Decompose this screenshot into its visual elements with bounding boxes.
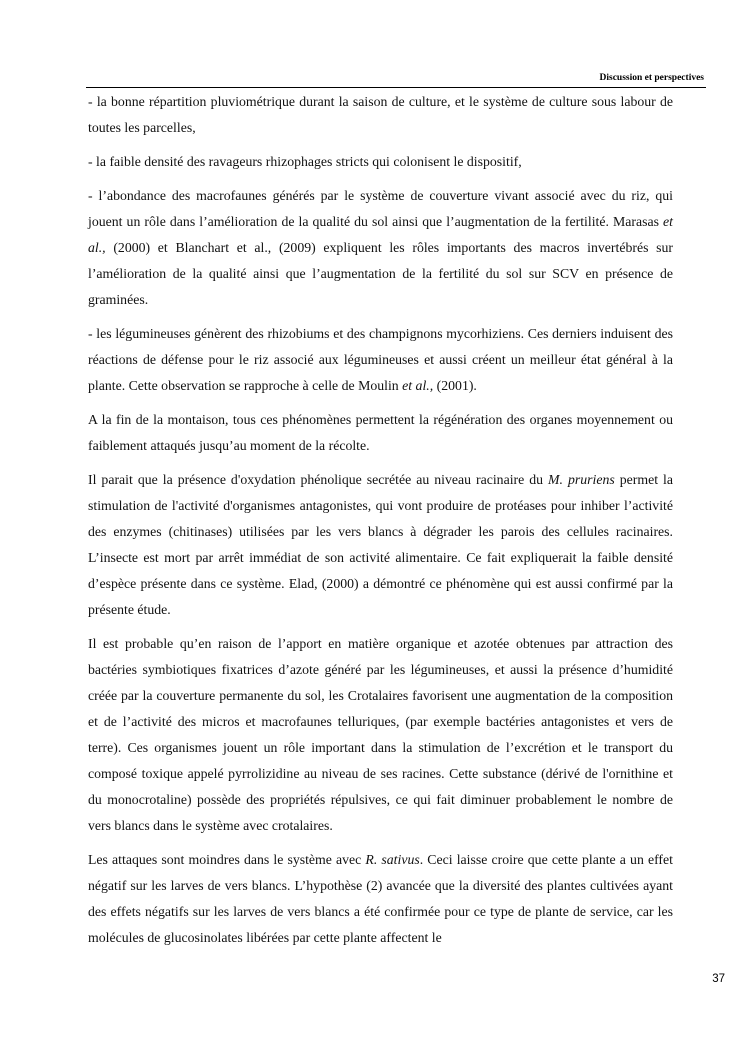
header-rule [86,87,706,88]
running-header-title: Discussion et perspectives [599,73,704,83]
paragraph-mucuna: Il parait que la présence d'oxydation phénolique secrétée au niveau racinaire du M. pruriens permet la stimulation de l'activité d'organismes antagonistes, qui vont produire de protéases pour inhiber l’activité des enzymes (chitinases) utilisées par les vers blancs à dégrader les parois des cellules racinaires. L’insecte est mort par arrêt immédiat de son activité alimentaire. Ce fait expliquerait la faible densité d’espèce présente dans ce système. Elad, (2000) a démontré ce phénomène qui est aussi confirmé par la présente étude. [88,472,673,617]
page-number: 37 [712,973,725,985]
paragraph-montaison: A la fin de la montaison, tous ces phénomènes permettent la régénération des organes moyennement ou faiblement attaqués jusqu’au moment de la récolte. [88,412,673,453]
paragraph-legumes: - les légumineuses génèrent des rhizobiums et des champignons mycorhiziens. Ces derniers induisent des réactions de défense pour le riz associé aux légumineuses et aussi créent un meilleur état général à la plante. Cette observation se rapproche à celle de Moulin et al., (2001). [88,326,673,393]
paragraph-crotalaires: Il est probable qu’en raison de l’apport en matière organique et azotée obtenues par attraction des bactéries symbiotiques fixatrices d’azote généré par les légumineuses, et aussi la présence d’humidité créée par la couverture permanente du sol, les Crotalaires favorisent une augmentation de la composition et de l’activité des micros et macrofaunes telluriques, (par exemple bactéries antagonistes et vers de terre). Ces organismes jouent un rôle important dans la stimulation de l’excrétion et le transport du composé toxique appelé pyrrolizidine au niveau de ses racines. Cette substance (dérivé de l'ornithine et du monocrotaline) possède des propriétés répulsives, ce qui fait diminuer probablement le nombre de vers blancs dans le système avec crotalaires. [88,636,673,833]
paragraph-rainfall: - la bonne répartition pluviométrique durant la saison de culture, et le système de culture sous labour de toutes les parcelles, [88,94,673,135]
body-text [88,89,673,959]
paragraph-raphanus: Les attaques sont moindres dans le système avec R. sativus. Ceci laisse croire que cette plante a un effet négatif sur les larves de vers blancs. L’hypothèse (2) avancée que la diversité des plantes cultivées ayant des effets négatifs sur les larves de vers blancs a été confirmée pour ce type de plante de service, car les molécules de glucosinolates libérées par cette plante affectent le [88,852,673,945]
paragraph-macrofauna: - l’abondance des macrofaunes générés par le système de couverture vivant associé avec du riz, qui jouent un rôle dans l’amélioration de la qualité du sol ainsi que l’augmentation de la fertilité. Marasas et al., (2000) et Blanchart et al., (2009) expliquent les rôles importants des macros invertébrés sur l’amélioration de la qualité ainsi que l’augmentation de la fertilité du sol sur SCV en présence de graminées. [88,188,673,307]
paragraph-pest-density: - la faible densité des ravageurs rhizophages stricts qui colonisent le dispositif, [88,154,522,169]
